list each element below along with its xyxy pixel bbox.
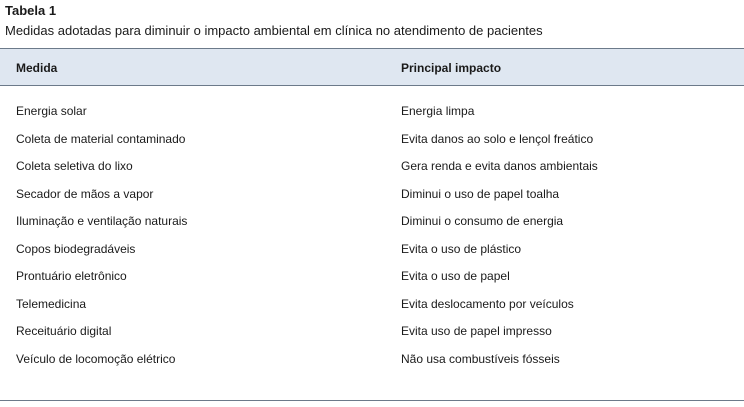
cell-impacto: Diminui o uso de papel toalha xyxy=(401,186,560,201)
cell-medida: Prontuário eletrônico xyxy=(16,269,127,283)
cell-medida: Secador de mãos a vapor xyxy=(16,186,154,201)
cell-medida: Energia solar xyxy=(16,104,87,118)
table-row xyxy=(0,291,744,319)
cell-medida: Iluminação e ventilação naturais xyxy=(16,214,188,228)
cell-impacto: Evita o uso de plástico xyxy=(401,241,522,256)
table-title: Tabela 1 xyxy=(5,3,57,18)
cell-impacto: Evita danos ao solo e lençol freático xyxy=(401,131,594,146)
cell-impacto: Gera renda e evita danos ambientais xyxy=(401,159,598,173)
table-row xyxy=(0,98,744,126)
cell-impacto: Evita o uso de papel xyxy=(401,269,510,283)
cell-medida: Veículo de locomoção elétrico xyxy=(16,351,176,366)
cell-medida: Copos biodegradáveis xyxy=(16,241,136,256)
table-header xyxy=(0,49,744,86)
table-row xyxy=(0,126,744,154)
table-row xyxy=(0,153,744,181)
cell-impacto: Energia limpa xyxy=(401,104,475,118)
cell-medida: Coleta seletiva do lixo xyxy=(16,159,133,173)
cell-impacto: Diminui o consumo de energia xyxy=(401,214,564,228)
table-row xyxy=(0,208,744,236)
table-body xyxy=(0,98,744,373)
header-medida: Medida xyxy=(16,61,58,75)
table-row xyxy=(0,318,744,346)
bottom-rule xyxy=(0,400,744,401)
cell-impacto: Evita deslocamento por veículos xyxy=(401,296,574,311)
table-caption: Medidas adotadas para diminuir o impacto ambiental em clínica no atendimento de pacientes xyxy=(5,23,543,38)
cell-impacto: Evita uso de papel impresso xyxy=(401,324,552,338)
header-principal-impacto: Principal impacto xyxy=(401,61,502,75)
table-row xyxy=(0,236,744,264)
cell-medida: Coleta de material contaminado xyxy=(16,131,186,146)
table-row xyxy=(0,263,744,291)
cell-impacto: Não usa combustíveis fósseis xyxy=(401,351,560,366)
table-row xyxy=(0,181,744,209)
cell-medida: Receituário digital xyxy=(16,324,112,338)
table-row xyxy=(0,346,744,374)
cell-medida: Telemedicina xyxy=(16,296,87,311)
